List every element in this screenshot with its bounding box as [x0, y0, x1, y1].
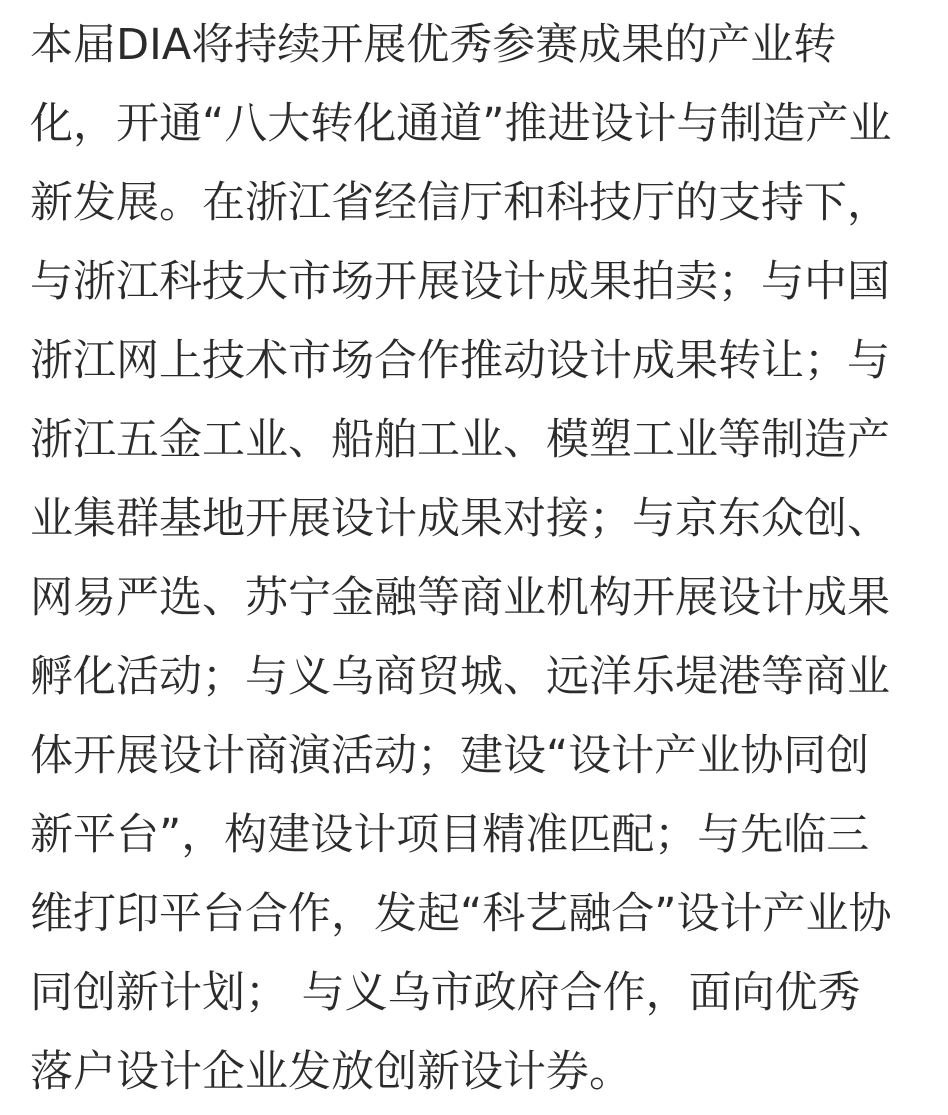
paragraph-line: 新平台”，构建设计项目精准匹配；与先临三 — [30, 810, 870, 860]
paragraph-line: 落户设计企业发放创新设计券。 — [30, 1047, 632, 1097]
paragraph-line: 本届DIA将持续开展优秀参赛成果的产业转 — [30, 20, 837, 70]
paragraph-line: 网易严选、苏宁金融等商业机构开展设计成果 — [30, 573, 890, 623]
paragraph-line: 浙江五金工业、船舶工业、模塑工业等制造产 — [30, 415, 890, 465]
paragraph-line: 体开展设计商演活动；建设“设计产业协同创 — [30, 731, 870, 781]
paragraph-line: 化，开通“八大转化通道”推进设计与制造产业 — [30, 99, 892, 149]
article-paragraph — [30, 6, 930, 1112]
paragraph-line: 孵化活动；与义乌商贸城、远洋乐堤港等商业 — [30, 652, 890, 702]
paragraph-line: 维打印平台合作，发起“科艺融合”设计产业协 — [30, 889, 892, 939]
paragraph-line: 业集群基地开展设计成果对接；与京东众创、 — [30, 494, 890, 544]
paragraph-line: 新发展。在浙江省经信厅和科技厅的支持下， — [30, 178, 890, 228]
paragraph-line: 浙江网上技术市场合作推动设计成果转让；与 — [30, 336, 890, 386]
paragraph-line: 同创新计划； 与义乌市政府合作，面向优秀 — [30, 968, 861, 1018]
paragraph-line: 与浙江科技大市场开展设计成果拍卖；与中国 — [30, 257, 890, 307]
